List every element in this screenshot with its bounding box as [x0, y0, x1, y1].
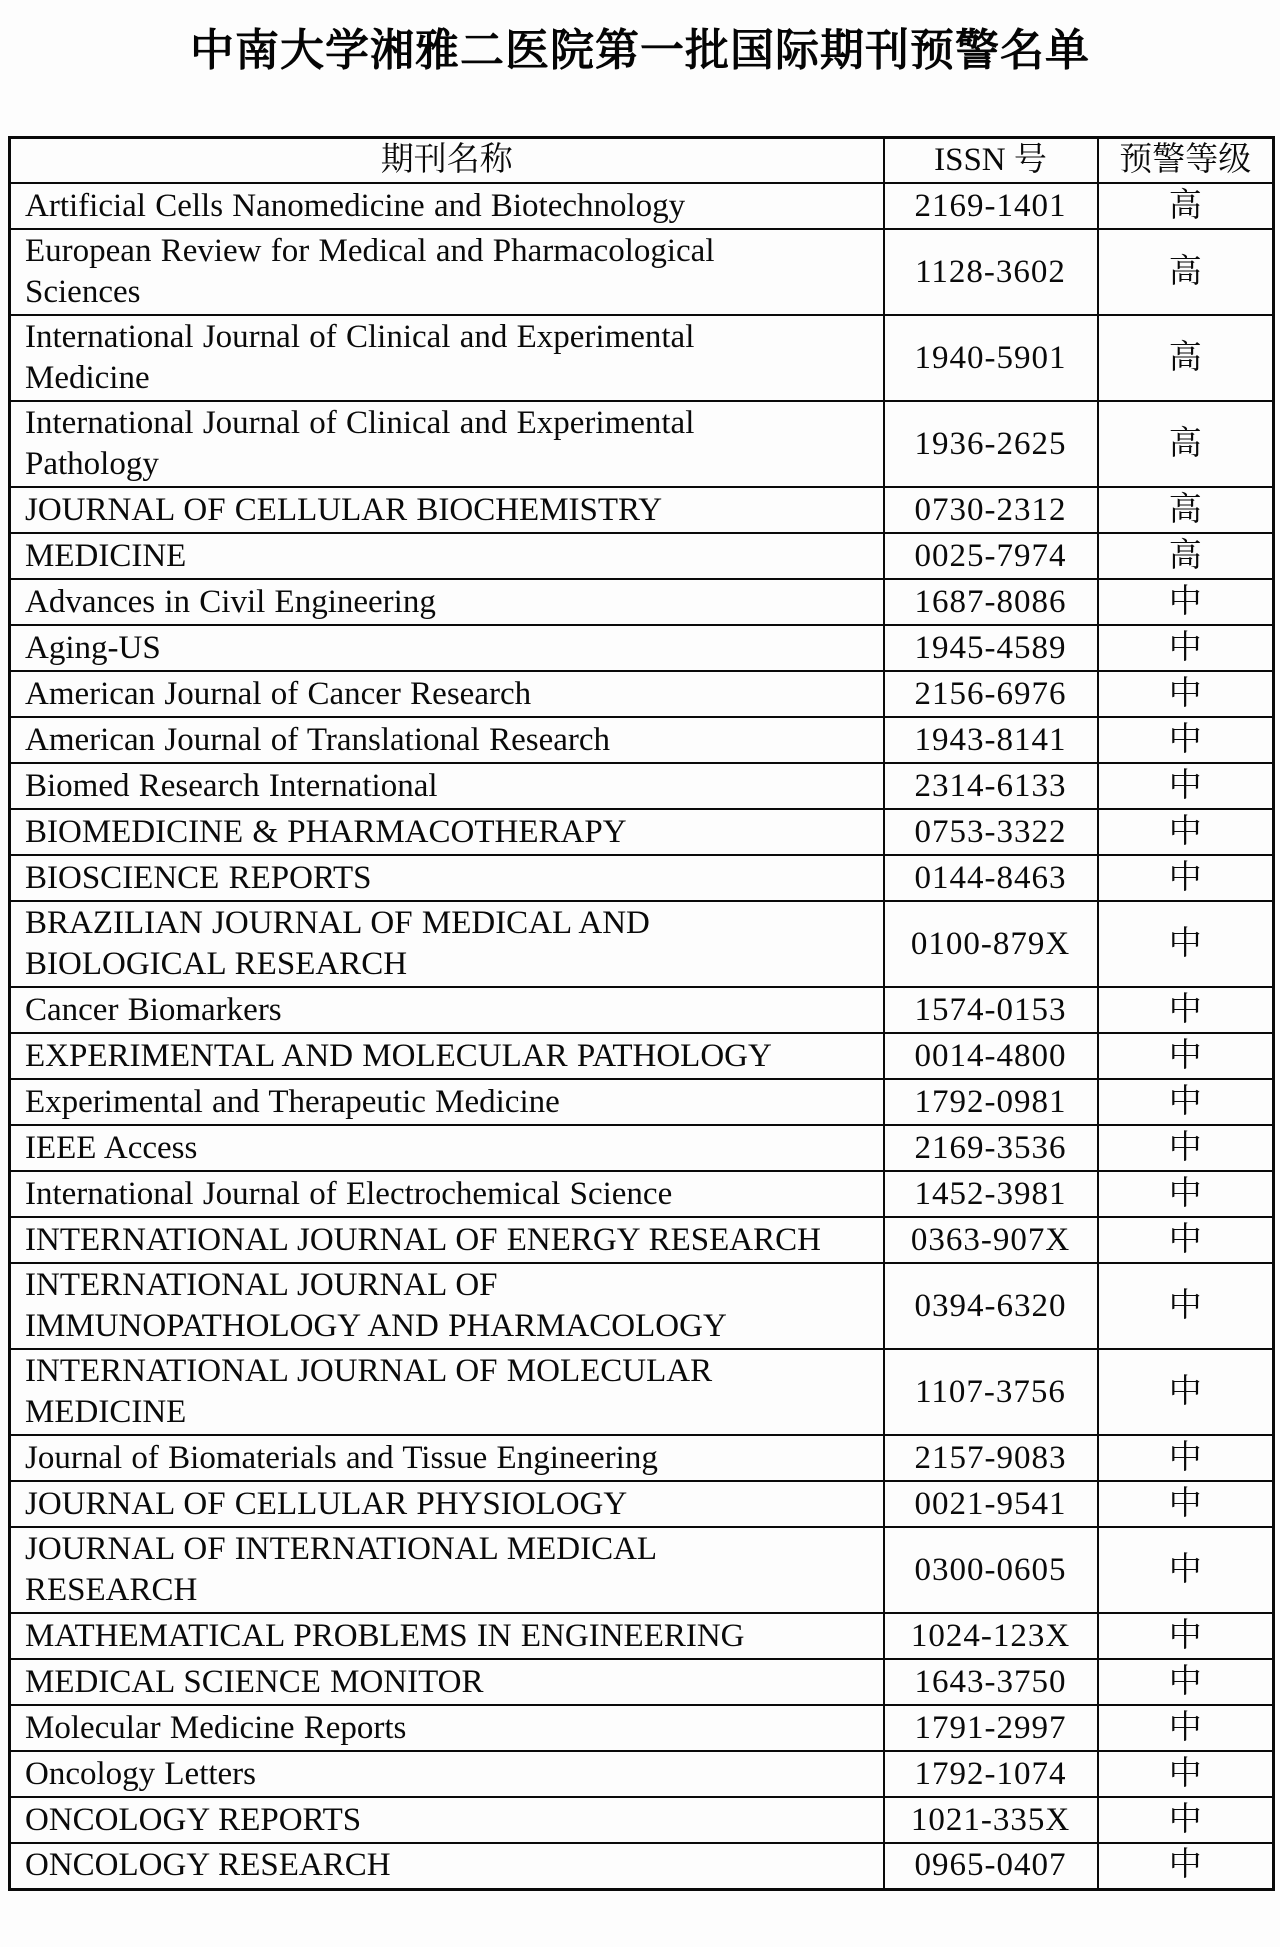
warning-level-cell: 中	[1098, 1527, 1274, 1613]
warning-level-cell: 中	[1098, 1659, 1274, 1705]
journal-name-cell: International Journal of Clinical and Experimental Pathology	[10, 401, 884, 487]
journal-name-cell: MEDICINE	[10, 533, 884, 579]
warning-level-cell: 中	[1098, 901, 1274, 987]
journal-name-cell: Advances in Civil Engineering	[10, 579, 884, 625]
journal-name-cell: MATHEMATICAL PROBLEMS IN ENGINEERING	[10, 1613, 884, 1659]
table-row	[10, 229, 1274, 315]
warning-level-cell: 中	[1098, 1705, 1274, 1751]
warning-level-cell: 中	[1098, 987, 1274, 1033]
journal-name-cell: Journal of Biomaterials and Tissue Engineering	[10, 1435, 884, 1481]
table-row	[10, 1751, 1274, 1797]
warning-level-cell: 高	[1098, 315, 1274, 401]
journal-name-cell: INTERNATIONAL JOURNAL OF ENERGY RESEARCH	[10, 1217, 884, 1263]
journal-name-cell: BIOSCIENCE REPORTS	[10, 855, 884, 901]
warning-level-cell: 中	[1098, 1033, 1274, 1079]
table-row	[10, 1435, 1274, 1481]
journal-name-cell: INTERNATIONAL JOURNAL OF MOLECULAR MEDICINE	[10, 1349, 884, 1435]
warning-level-cell: 中	[1098, 1217, 1274, 1263]
issn-cell: 2156-6976	[884, 671, 1098, 717]
journal-name-cell: BIOMEDICINE & PHARMACOTHERAPY	[10, 809, 884, 855]
journal-name-cell: EXPERIMENTAL AND MOLECULAR PATHOLOGY	[10, 1033, 884, 1079]
warning-level-cell: 中	[1098, 855, 1274, 901]
warning-level-cell: 中	[1098, 1613, 1274, 1659]
table-row	[10, 1659, 1274, 1705]
issn-cell: 2314-6133	[884, 763, 1098, 809]
issn-cell: 1574-0153	[884, 987, 1098, 1033]
table-row	[10, 533, 1274, 579]
warning-level-cell: 高	[1098, 183, 1274, 229]
issn-cell: 1107-3756	[884, 1349, 1098, 1435]
table-row	[10, 1217, 1274, 1263]
issn-cell: 1940-5901	[884, 315, 1098, 401]
warning-level-cell: 高	[1098, 401, 1274, 487]
table-row	[10, 1705, 1274, 1751]
table-row	[10, 671, 1274, 717]
table-row	[10, 1843, 1274, 1889]
table-row	[10, 901, 1274, 987]
warning-level-cell: 中	[1098, 1263, 1274, 1349]
journal-name-cell: Artificial Cells Nanomedicine and Biotechnology	[10, 183, 884, 229]
issn-cell: 0730-2312	[884, 487, 1098, 533]
column-header-journal-name: 期刊名称	[10, 137, 884, 183]
issn-cell: 1452-3981	[884, 1171, 1098, 1217]
header-row	[10, 137, 1274, 183]
issn-cell: 1936-2625	[884, 401, 1098, 487]
warning-level-cell: 中	[1098, 1481, 1274, 1527]
issn-cell: 1643-3750	[884, 1659, 1098, 1705]
issn-cell: 2157-9083	[884, 1435, 1098, 1481]
warning-level-cell: 高	[1098, 487, 1274, 533]
warning-level-cell: 中	[1098, 579, 1274, 625]
journal-warning-table	[8, 136, 1275, 1891]
table-row	[10, 1349, 1274, 1435]
warning-level-cell: 中	[1098, 763, 1274, 809]
issn-cell: 0394-6320	[884, 1263, 1098, 1349]
issn-cell: 0363-907X	[884, 1217, 1098, 1263]
table-row	[10, 1125, 1274, 1171]
warning-level-cell: 中	[1098, 1349, 1274, 1435]
issn-cell: 1945-4589	[884, 625, 1098, 671]
issn-cell: 1687-8086	[884, 579, 1098, 625]
issn-cell: 0753-3322	[884, 809, 1098, 855]
journal-name-cell: JOURNAL OF CELLULAR PHYSIOLOGY	[10, 1481, 884, 1527]
warning-level-cell: 中	[1098, 809, 1274, 855]
warning-level-cell: 中	[1098, 717, 1274, 763]
issn-cell: 2169-1401	[884, 183, 1098, 229]
journal-name-cell: American Journal of Cancer Research	[10, 671, 884, 717]
page-title: 中南大学湘雅二医院第一批国际期刊预警名单	[190, 26, 1090, 75]
table-row	[10, 1171, 1274, 1217]
warning-level-cell: 高	[1098, 229, 1274, 315]
issn-cell: 1024-123X	[884, 1613, 1098, 1659]
journal-name-cell: Experimental and Therapeutic Medicine	[10, 1079, 884, 1125]
table-row	[10, 987, 1274, 1033]
journal-name-cell: Biomed Research International	[10, 763, 884, 809]
issn-cell: 0025-7974	[884, 533, 1098, 579]
journal-name-cell: JOURNAL OF CELLULAR BIOCHEMISTRY	[10, 487, 884, 533]
journal-name-cell: International Journal of Electrochemical Science	[10, 1171, 884, 1217]
table-row	[10, 717, 1274, 763]
table-row	[10, 625, 1274, 671]
issn-cell: 1792-0981	[884, 1079, 1098, 1125]
issn-cell: 0021-9541	[884, 1481, 1098, 1527]
table-row	[10, 1079, 1274, 1125]
journal-name-cell: Oncology Letters	[10, 1751, 884, 1797]
warning-level-cell: 中	[1098, 1843, 1274, 1889]
table-row	[10, 401, 1274, 487]
journal-name-cell: International Journal of Clinical and Experimental Medicine	[10, 315, 884, 401]
journal-name-cell: INTERNATIONAL JOURNAL OF IMMUNOPATHOLOGY AND PHARMACOLOGY	[10, 1263, 884, 1349]
table-row	[10, 315, 1274, 401]
warning-level-cell: 中	[1098, 671, 1274, 717]
table-row	[10, 855, 1274, 901]
table-row	[10, 763, 1274, 809]
table-row	[10, 579, 1274, 625]
column-header-issn: ISSN 号	[884, 137, 1098, 183]
issn-cell: 0100-879X	[884, 901, 1098, 987]
issn-cell: 0144-8463	[884, 855, 1098, 901]
table-row	[10, 1797, 1274, 1843]
warning-level-cell: 中	[1098, 1751, 1274, 1797]
journal-name-cell: JOURNAL OF INTERNATIONAL MEDICAL RESEARCH	[10, 1527, 884, 1613]
table-row	[10, 809, 1274, 855]
issn-cell: 0014-4800	[884, 1033, 1098, 1079]
column-header-warning-level: 预警等级	[1098, 137, 1274, 183]
journal-name-cell: Molecular Medicine Reports	[10, 1705, 884, 1751]
journal-name-cell: ONCOLOGY REPORTS	[10, 1797, 884, 1843]
warning-level-cell: 高	[1098, 533, 1274, 579]
issn-cell: 0300-0605	[884, 1527, 1098, 1613]
journal-name-cell: European Review for Medical and Pharmacological Sciences	[10, 229, 884, 315]
journal-name-cell: BRAZILIAN JOURNAL OF MEDICAL AND BIOLOGICAL RESEARCH	[10, 901, 884, 987]
issn-cell: 0965-0407	[884, 1843, 1098, 1889]
journal-name-cell: ONCOLOGY RESEARCH	[10, 1843, 884, 1889]
issn-cell: 1792-1074	[884, 1751, 1098, 1797]
issn-cell: 1128-3602	[884, 229, 1098, 315]
table-row	[10, 1613, 1274, 1659]
warning-level-cell: 中	[1098, 625, 1274, 671]
journal-name-cell: American Journal of Translational Research	[10, 717, 884, 763]
table-row	[10, 1263, 1274, 1349]
table-body	[10, 183, 1274, 1889]
issn-cell: 2169-3536	[884, 1125, 1098, 1171]
table-row	[10, 487, 1274, 533]
warning-level-cell: 中	[1098, 1125, 1274, 1171]
warning-level-cell: 中	[1098, 1079, 1274, 1125]
issn-cell: 1791-2997	[884, 1705, 1098, 1751]
table-row	[10, 1033, 1274, 1079]
journal-name-cell: IEEE Access	[10, 1125, 884, 1171]
journal-name-cell: Cancer Biomarkers	[10, 987, 884, 1033]
table-row	[10, 1527, 1274, 1613]
warning-level-cell: 中	[1098, 1797, 1274, 1843]
journal-name-cell: MEDICAL SCIENCE MONITOR	[10, 1659, 884, 1705]
table-header	[10, 137, 1274, 183]
table-row	[10, 1481, 1274, 1527]
journal-name-cell: Aging-US	[10, 625, 884, 671]
table-row	[10, 183, 1274, 229]
issn-cell: 1943-8141	[884, 717, 1098, 763]
warning-level-cell: 中	[1098, 1435, 1274, 1481]
issn-cell: 1021-335X	[884, 1797, 1098, 1843]
warning-level-cell: 中	[1098, 1171, 1274, 1217]
